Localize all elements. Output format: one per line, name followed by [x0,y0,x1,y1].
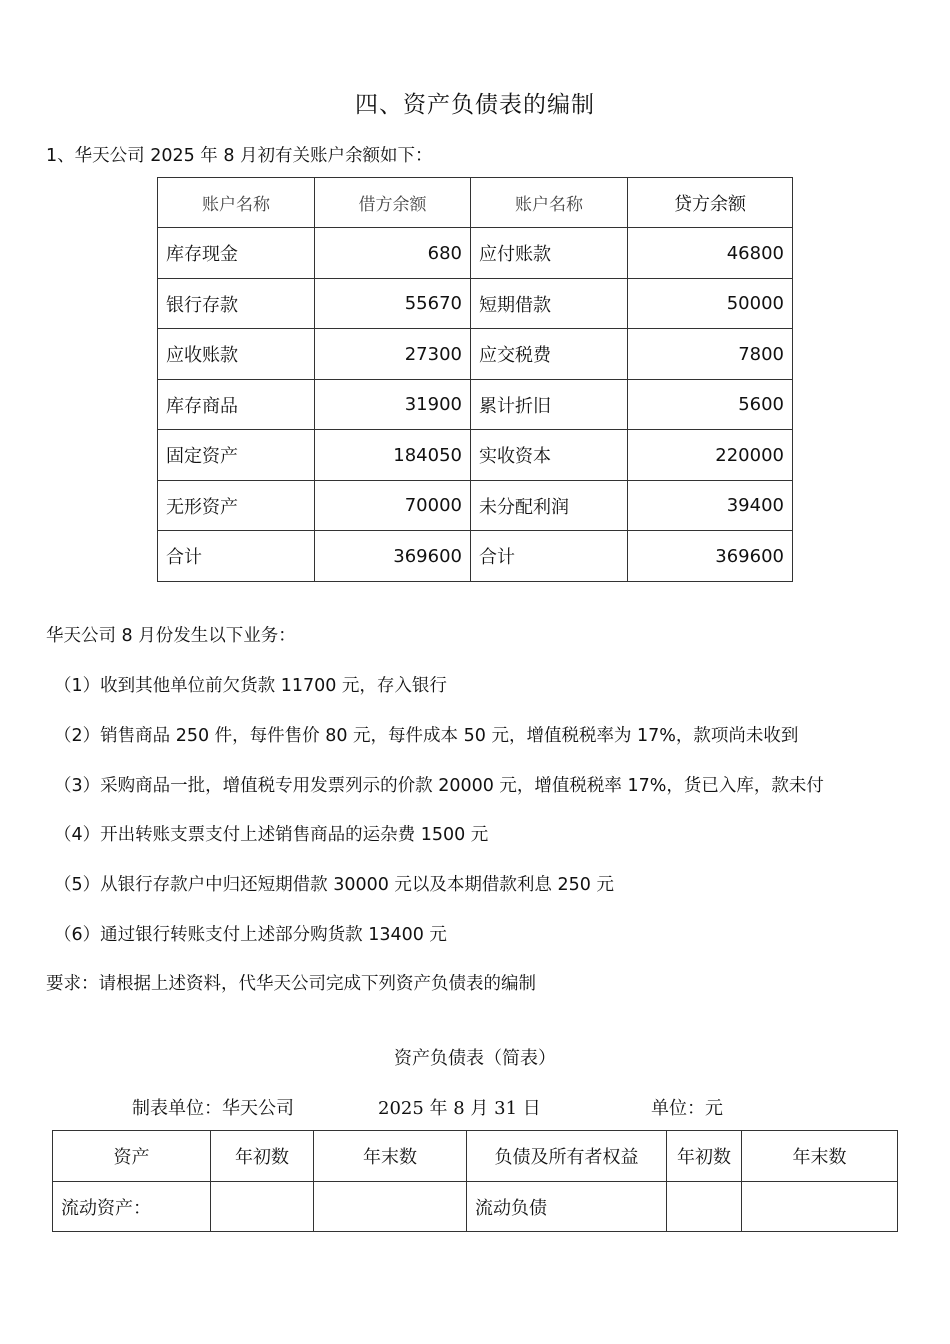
debit-account: 应收账款 [158,329,315,380]
business-item: （4）开出转账支票支付上述销售商品的运杂费 1500 元 [54,825,489,845]
credit-account: 短期借款 [471,279,628,329]
debit-account: 库存商品 [158,380,315,430]
currency-unit: 单位：元 [651,1098,723,1119]
business-item: （6）通过银行转账支付上述部分购货款 13400 元 [54,925,447,945]
header-account-name: 账户名称 [471,178,628,228]
header-account-name: 账户名称 [158,178,315,228]
table-row [53,1182,898,1232]
table-header-row [53,1131,898,1182]
header-credit-balance: 贷方余额 [628,178,793,228]
intro-text: 1、华天公司 2025 年 8 月初有关账户余额如下： [46,146,433,166]
blank-cell[interactable] [667,1182,742,1232]
preparer-unit: 制表单位：华天公司 [132,1098,294,1119]
credit-account: 应付账款 [471,228,628,279]
credit-total: 369600 [628,531,793,582]
business-item: （5）从银行存款户中归还短期借款 30000 元以及本期借款利息 250 元 [54,875,614,895]
business-item: （3）采购商品一批，增值税专用发票列示的价款 20000 元，增值税税率 17%，货已入库，款未付 [54,776,824,796]
balance-sheet-title: 资产负债表（简表） [394,1048,556,1069]
current-liabilities-label: 流动负债 [467,1182,667,1232]
header-opening: 年初数 [667,1131,742,1182]
credit-amount: 46800 [628,228,793,279]
debit-amount: 70000 [315,481,471,531]
header-liabilities-equity: 负债及所有者权益 [467,1131,667,1182]
header-opening: 年初数 [211,1131,314,1182]
current-assets-label: 流动资产： [53,1182,211,1232]
table-row [158,329,793,380]
blank-cell[interactable] [211,1182,314,1232]
total-label: 合计 [471,531,628,582]
debit-amount: 680 [315,228,471,279]
account-balance-table [157,177,793,582]
credit-amount: 50000 [628,279,793,329]
header-assets: 资产 [53,1131,211,1182]
blank-cell[interactable] [314,1182,467,1232]
debit-amount: 55670 [315,279,471,329]
table-row [158,228,793,279]
credit-amount: 7800 [628,329,793,380]
table-row [158,430,793,481]
table-row [158,279,793,329]
header-debit-balance: 借方余额 [315,178,471,228]
table-header-row [158,178,793,228]
table-row [158,481,793,531]
credit-account: 未分配利润 [471,481,628,531]
business-item: （2）销售商品 250 件，每件售价 80 元，每件成本 50 元，增值税税率为 17%，款项尚未收到 [54,726,799,746]
credit-account: 实收资本 [471,430,628,481]
total-label: 合计 [158,531,315,582]
debit-account: 固定资产 [158,430,315,481]
blank-cell[interactable] [742,1182,898,1232]
credit-amount: 220000 [628,430,793,481]
debit-account: 无形资产 [158,481,315,531]
credit-amount: 5600 [628,380,793,430]
debit-account: 库存现金 [158,228,315,279]
debit-amount: 27300 [315,329,471,380]
credit-account: 应交税费 [471,329,628,380]
business-intro: 华天公司 8 月份发生以下业务： [46,626,296,646]
sheet-date: 2025 年 8 月 31 日 [378,1098,541,1119]
balance-sheet-table [52,1130,898,1232]
business-item: （1）收到其他单位前欠货款 11700 元，存入银行 [54,676,447,696]
debit-amount: 184050 [315,430,471,481]
requirement-text: 要求：请根据上述资料，代华天公司完成下列资产负债表的编制 [46,974,536,994]
debit-total: 369600 [315,531,471,582]
page-title: 四、资产负债表的编制 [355,92,595,118]
table-row [158,380,793,430]
debit-amount: 31900 [315,380,471,430]
header-closing: 年末数 [742,1131,898,1182]
table-total-row [158,531,793,582]
debit-account: 银行存款 [158,279,315,329]
credit-account: 累计折旧 [471,380,628,430]
header-closing: 年末数 [314,1131,467,1182]
credit-amount: 39400 [628,481,793,531]
